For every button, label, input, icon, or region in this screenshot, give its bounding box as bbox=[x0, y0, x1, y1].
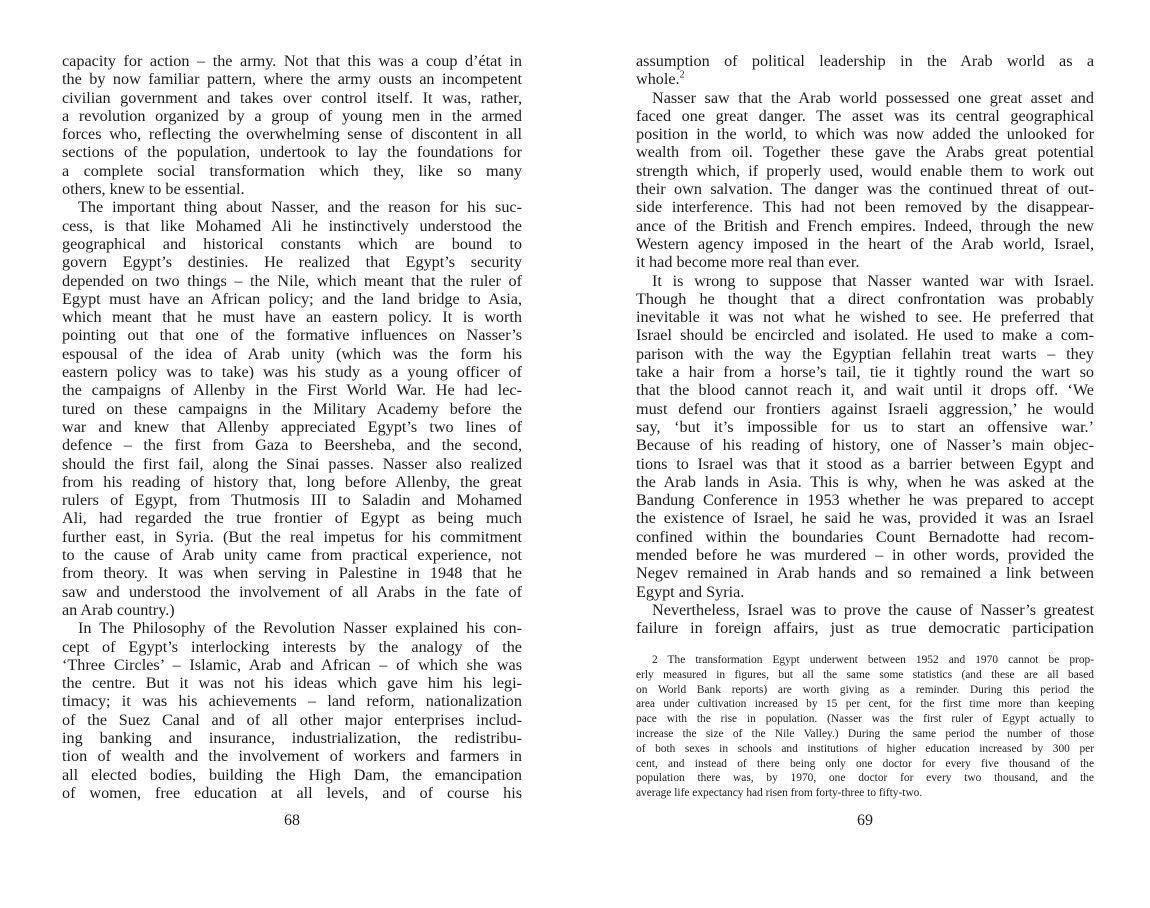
text-line: Negev remained in Arab hands and so remained a link between bbox=[636, 564, 1094, 583]
text-line: Though he thought that a direct confrontation was probably bbox=[636, 289, 1094, 308]
footnote-line: cent, and instead of there being only one doctor for every five thousand of the bbox=[636, 757, 1094, 770]
text-line: the Arab lands in Asia. This is why, when he was asked at the bbox=[636, 472, 1094, 491]
text-line: tured on these campaigns in the Military Academy before the bbox=[62, 399, 522, 418]
footnote bbox=[636, 653, 1094, 801]
text-line: Bandung Conference in 1953 whether he was prepared to accept bbox=[636, 491, 1094, 510]
text-line: strength which, if properly used, would enable them to work out bbox=[636, 161, 1094, 180]
text-line: a revolution organized by a group of young men in the armed bbox=[62, 106, 522, 125]
text-line: inevitable it was not what he wished to see. He preferred that bbox=[636, 308, 1094, 327]
text-line: it had become more real than ever. bbox=[636, 253, 860, 272]
right-page bbox=[636, 0, 1094, 908]
text-line: a complete social transformation which they, like so many bbox=[62, 161, 522, 180]
text-line: side interference. This had not been removed by the disappear- bbox=[636, 198, 1094, 217]
text-line: It is wrong to suppose that Nasser wanted war with Israel. bbox=[652, 271, 1094, 290]
page-number: 69 bbox=[857, 812, 873, 829]
text-line: cept of Egypt’s interlocking interests by the analogy of the bbox=[62, 637, 522, 656]
text-line: tions to Israel was that it stood as a barrier between Egypt and bbox=[636, 454, 1094, 473]
text-line: Because of his reading of history, one of Nasser’s main objec- bbox=[636, 436, 1094, 455]
text-line: position in the world, to which was now added the unlooked for bbox=[636, 125, 1094, 144]
footnote-reference: 2 bbox=[679, 70, 685, 81]
footnote-line: of both sexes in schools and institutions of higher education increased by 300 per bbox=[636, 742, 1094, 755]
text-line: their own salvation. The danger was the continued threat of out- bbox=[636, 180, 1094, 199]
text-line: Nevertheless, Israel was to prove the cause of Nasser’s greatest bbox=[652, 600, 1094, 619]
text-line: The important thing about Nasser, and the reason for his suc- bbox=[78, 198, 522, 217]
text-line: failure in foreign affairs, just as true democratic participation bbox=[636, 619, 1094, 638]
text-line: defence – the first from Gaza to Beersheba, and the second, bbox=[62, 436, 522, 455]
footnote-line: average life expectancy had risen from forty-three to fifty-two. bbox=[636, 787, 923, 800]
text-line: take a hair from a horse’s tail, tie it tightly round the wart so bbox=[636, 363, 1094, 382]
text-line: all elected bodies, building the High Dam, the emancipation bbox=[62, 765, 522, 784]
text-line: say, ‘but it’s impossible for us to start an offensive war.’ bbox=[636, 417, 1094, 436]
text-line: faced one great danger. The asset was its central geographical bbox=[636, 106, 1094, 125]
left-page-body bbox=[62, 52, 522, 802]
text-line: the centre. But it was not his ideas which gave him his legi- bbox=[62, 674, 522, 693]
text-line: Israel should be encircled and isolated. He used to make a com- bbox=[636, 326, 1094, 345]
footnote-line: erly measured in figures, but all the same some statistics (and these are all based bbox=[636, 668, 1094, 681]
text-line: Egypt must have an African policy; and the land bridge to Asia, bbox=[62, 289, 522, 308]
text-line: of women, free education at all levels, and of course his bbox=[62, 783, 522, 802]
right-page-body bbox=[636, 52, 1094, 638]
text-line: ‘Three Circles’ – Islamic, Arab and African – of which she was bbox=[62, 655, 522, 674]
text-line: ance of the British and French empires. Indeed, through the new bbox=[636, 216, 1094, 235]
text-line: In The Philosophy of the Revolution Nasser explained his con- bbox=[78, 619, 522, 638]
page-number: 68 bbox=[284, 812, 300, 829]
text-line: cess, is that like Mohamed Ali he instinctively understood the bbox=[62, 216, 522, 235]
text-line: espousal of the idea of Arab unity (which was the form his bbox=[62, 344, 522, 363]
text-line: Ali, had regarded the true frontier of Egypt as being much bbox=[62, 509, 522, 528]
text-line: geographical and historical constants which are bound to bbox=[62, 234, 522, 253]
text-line: Egypt and Syria. bbox=[636, 582, 745, 601]
text-line: tion of wealth and the involvement of workers and farmers in bbox=[62, 747, 522, 766]
text-line: must defend our frontiers against Israeli aggression,’ he would bbox=[636, 399, 1094, 418]
text-line: saw and understood the involvement of all Arabs in the fate of bbox=[62, 582, 522, 601]
text-line: which meant that he must have an eastern policy. It is worth bbox=[62, 308, 522, 327]
text-line: ing banking and insurance, industrialization, the redistribu- bbox=[62, 728, 522, 747]
text-line: forces who, reflecting the overwhelming sense of discontent in all bbox=[62, 125, 522, 144]
text-line: that the blood cannot reach it, and wait until it drops off. ‘We bbox=[636, 381, 1094, 400]
text-line: should the first fail, along the Sinai passes. Nasser also realized bbox=[62, 454, 522, 473]
text-line: others, knew to be essential. bbox=[62, 180, 245, 199]
footnote-line: pace with the rise in population. (Nasser was the first ruler of Egypt actually to bbox=[636, 713, 1094, 726]
footnote-line: population there was, by 1970, one doctor for every two thousand, and the bbox=[636, 772, 1094, 785]
left-page bbox=[62, 0, 522, 908]
text-line: war and knew that Allenby appreciated Egypt’s two lines of bbox=[62, 417, 522, 436]
text-line: from theory. It was when serving in Palestine in 1948 that he bbox=[62, 564, 522, 583]
text-line: wealth from oil. Together these gave the Arabs great potential bbox=[636, 143, 1094, 162]
footnote-line: on World Bank reports) are worth giving as a reminder. During this period the bbox=[636, 683, 1094, 696]
footnote-line: increase the size of the Nile Valley.) During the same period the number of those bbox=[636, 727, 1094, 740]
text-line: assumption of political leadership in the Arab world as a bbox=[636, 52, 1094, 70]
text-line: further east, in Syria. (But the real impetus for his commitment bbox=[62, 527, 522, 546]
text-line: Western agency imposed in the heart of the Arab world, Israel, bbox=[636, 234, 1094, 253]
text-fragment: whole. bbox=[636, 70, 680, 89]
text-line: of the Suez Canal and of all other major enterprises includ- bbox=[62, 710, 522, 729]
text-line: eastern policy was to take) was his study as a young officer of bbox=[62, 363, 522, 382]
text-line: rulers of Egypt, from Thutmosis III to Saladin and Mohamed bbox=[62, 491, 522, 510]
text-line: from his reading of history that, long before Allenby, the great bbox=[62, 472, 522, 491]
text-line: timacy; it was his achievements – land reform, nationalization bbox=[62, 692, 522, 711]
footnote-line: 2 The transformation Egypt underwent between 1952 and 1970 cannot be prop- bbox=[652, 654, 1094, 666]
text-line: confined within the boundaries Count Bernadotte had recom- bbox=[636, 527, 1094, 546]
text-line: the by now familiar pattern, where the army ousts an incompetent bbox=[62, 70, 522, 89]
text-line: govern Egypt’s destinies. He realized that Egypt’s security bbox=[62, 253, 522, 272]
text-line: the campaigns of Allenby in the First World War. He had lec- bbox=[62, 381, 522, 400]
footnote-line: area under cultivation increased by 15 per cent, for the first time more than keeping bbox=[636, 698, 1094, 711]
text-line: capacity for action – the army. Not that this was a coup d’état in bbox=[62, 52, 522, 70]
text-line: pointing out that one of the formative influences on Nasser’s bbox=[62, 326, 522, 345]
text-line: mended before he was murdered – in other words, provided the bbox=[636, 546, 1094, 565]
text-line: depended on two things – the Nile, which meant that the ruler of bbox=[62, 271, 522, 290]
text-line: sections of the population, undertook to lay the foundations for bbox=[62, 143, 522, 162]
text-line: Nasser saw that the Arab world possessed one great asset and bbox=[652, 88, 1094, 107]
text-line: parison with the way the Egyptian fellahin treat warts – they bbox=[636, 344, 1094, 363]
text-line: the existence of Israel, he said he was, provided it was an Israel bbox=[636, 509, 1094, 528]
text-line bbox=[636, 70, 1094, 88]
text-line: to the cause of Arab unity came from practical experience, not bbox=[62, 546, 522, 565]
text-line: an Arab country.) bbox=[62, 600, 175, 619]
text-line: civilian government and takes over control itself. It was, rather, bbox=[62, 88, 522, 107]
